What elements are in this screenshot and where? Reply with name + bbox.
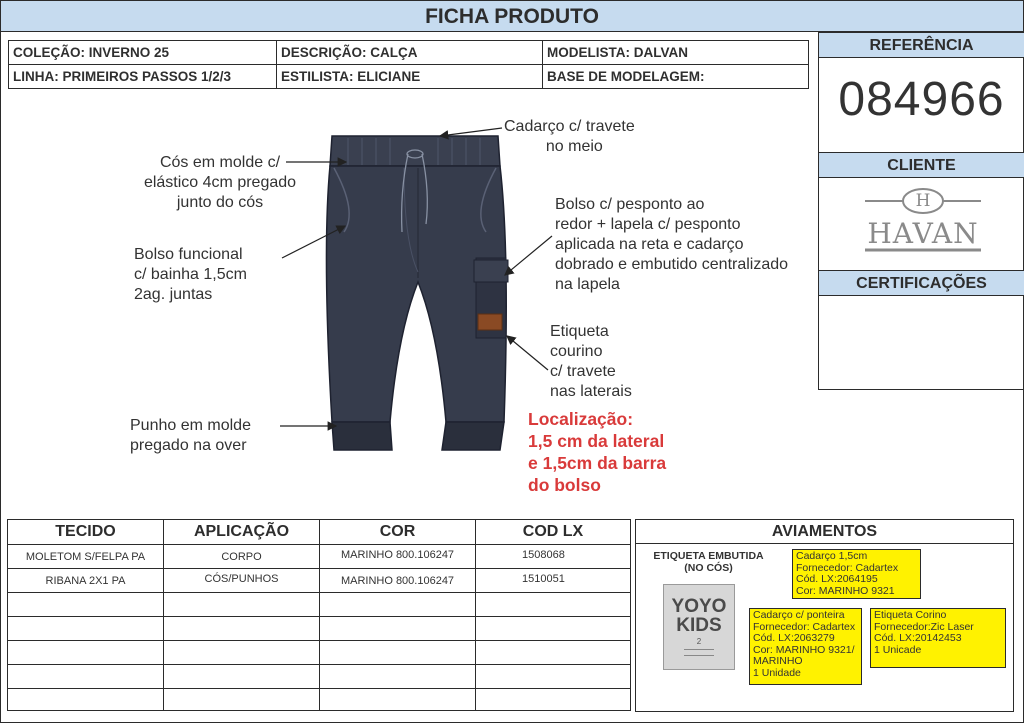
col-cod-lx: COD LX [522,523,584,540]
modelista-cell: MODELISTA: DALVAN [543,41,808,65]
note-bolso-funcional [134,245,247,305]
note-line: do bolso [528,475,601,495]
table-row [8,617,630,641]
page-title: FICHA PRODUTO [1,1,1023,32]
box-line: Cód. LX:2063279 [753,632,835,644]
note-line: c/ bainha 1,5cm [134,266,247,283]
table-row [8,545,630,569]
estilista-cell: ESTILISTA: ELICIANE [277,65,543,89]
referencia-label: REFERÊNCIA [819,32,1024,58]
tag-brand [664,597,734,635]
etiqueta-embutida-label [636,550,781,574]
note-bolso-pesponto [555,195,788,295]
table-row [8,689,630,710]
box-line: Cód. LX:20142453 [874,632,962,644]
col-aplicacao: APLICAÇÃO [164,520,320,544]
tag-brand-line: YOYO [671,596,727,617]
tag-line [684,649,714,650]
box-line: 1 Unidade [753,666,801,679]
note-punho [130,416,251,456]
fabric-table [7,519,631,711]
note-line: Etiqueta [550,323,609,340]
box-line: Etiqueta Corino [874,609,947,621]
note-line: c/ travete [550,363,616,380]
note-line: junto do cós [176,194,264,211]
note-etiqueta [550,322,632,402]
label-line: (NO CÓS) [684,562,733,574]
table-row [8,641,630,665]
box-line: Fornecedor: Cadartex [753,620,856,633]
colecao-cell: COLEÇÃO: INVERNO 25 [9,41,277,65]
note-localizacao [528,408,666,496]
note-cadarco [504,117,635,157]
note-line: Bolso c/ pesponto ao [555,196,705,213]
linha-cell: LINHA: PRIMEIROS PASSOS 1/2/3 [9,65,277,89]
descricao-cell: DESCRIÇÃO: CALÇA [277,41,543,65]
box-line: Cadarço 1,5cm [796,550,868,562]
note-line: Cós em molde c/ [159,154,281,171]
cliente-label: CLIENTE [819,152,1024,178]
col-cor: COR [320,520,476,544]
tag-size: 2 [696,637,702,646]
note-line: elástico 4cm pregado [143,174,297,191]
note-line: no meio [545,138,603,155]
note-line: dobrado e embutido centralizado [555,256,789,273]
col-tecido: TECIDO [8,520,164,544]
note-line: Bolso funcional [134,246,243,263]
cell-cod-lx: 1510051 [522,573,565,585]
havan-logo-letter: H [915,191,931,211]
box-line: Cor: MARINHO 9321/ [753,643,855,656]
cell-tecido: MOLETOM S/FELPA PA [8,545,164,568]
cell-cod-lx: 1508068 [522,549,565,561]
label-line: ETIQUETA EMBUTIDA [653,550,764,562]
table-row [8,593,630,617]
aviamentos-box [635,519,1014,712]
table-row [8,569,630,593]
havan-logo-text: HAVAN [867,217,979,250]
note-line: courino [550,343,603,360]
cell-aplicacao: CORPO [164,545,320,568]
cell-cor: MARINHO 800.106247 [320,569,476,592]
box-line: Fornecedor:Zic Laser [874,620,974,633]
aviamentos-title: AVIAMENTOS [636,520,1013,544]
cadarco-ponteira-box [749,608,862,685]
yoyo-kids-tag [663,584,735,670]
cadarco-label-box [792,549,921,599]
note-line: Localização: [528,409,634,429]
table-row [8,665,630,689]
box-line: MARINHO [753,655,803,667]
tag-brand-line: KIDS [676,615,722,636]
box-line: 1 Unicade [874,643,922,656]
note-cos [120,153,320,213]
note-line: pregado na over [130,437,247,454]
note-line: aplicada na reta e cadarço [555,236,744,253]
cell-tecido: RIBANA 2X1 PA [8,569,164,592]
note-line: redor + lapela c/ pesponto [555,216,741,233]
note-line: Cadarço c/ travete [504,118,635,135]
referencia-value: 084966 [838,73,1005,126]
tag-line [684,655,714,656]
certificacoes-label: CERTIFICAÇÕES [819,270,1024,296]
table-header-row [8,520,630,545]
cell-aplicacao: CÓS/PUNHOS [164,569,320,592]
note-line: 2ag. juntas [134,286,213,303]
cell-cor: MARINHO 800.106247 [320,545,476,568]
note-line: Punho em molde [130,417,251,434]
note-line: e 1,5cm da barra [528,453,667,473]
note-line: 1,5 cm da lateral [528,431,665,451]
box-line: Cor: MARINHO 9321 [796,584,895,597]
box-line: Cód. LX:2064195 [796,573,878,585]
etiqueta-corino-box [870,608,1006,668]
base-modelagem-cell: BASE DE MODELAGEM: [547,69,705,84]
note-line: na lapela [555,276,620,293]
box-line: Cadarço c/ ponteira [753,609,845,621]
note-line: nas laterais [550,383,632,400]
box-line: Fornecedor: Cadartex [796,561,899,574]
